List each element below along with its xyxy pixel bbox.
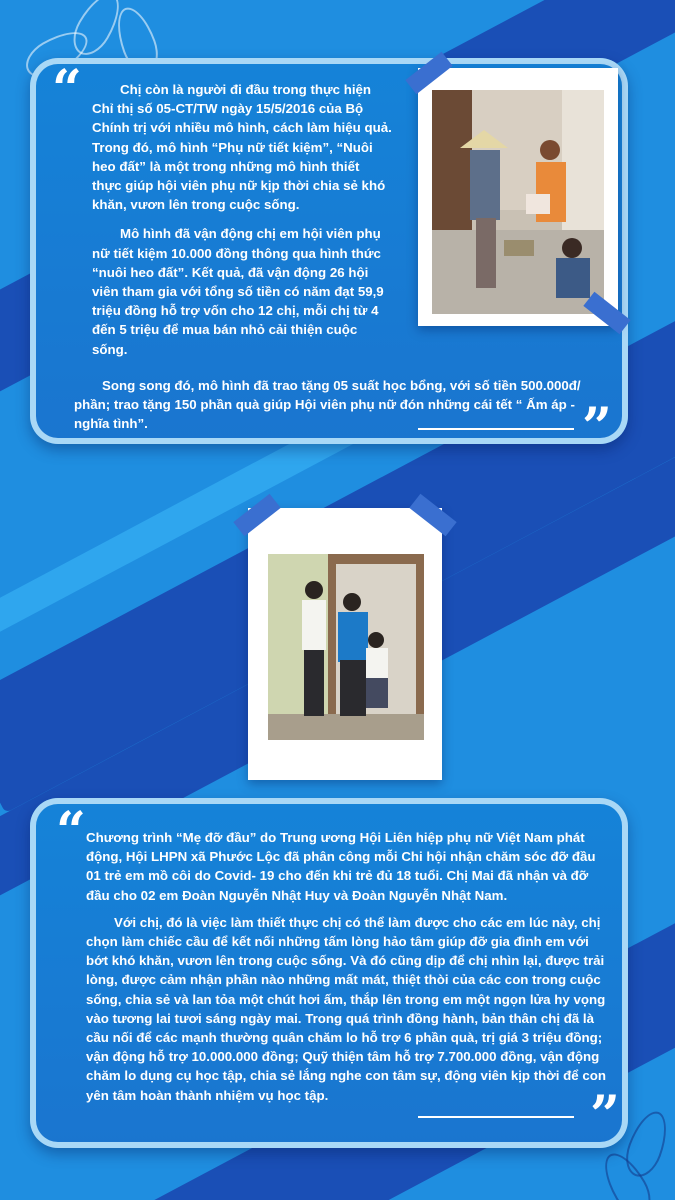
- photo-frame-middle: [248, 508, 442, 780]
- top-paragraph-3: Song song đó, mô hình đã trao tặng 05 suất học bổng, với số tiền 500.000đ/ phần; trao tặng 150 phần quà giúp Hội viên phụ nữ đón những cái tết “ Ấm áp - nghĩa tình”.: [74, 378, 581, 432]
- bottom-paragraph-2: Với chị, đó là việc làm thiết thực chị có thể làm được cho các em lúc này, chị chọn làm chiếc cầu để kết nối những tấm lòng hảo tâm giúp đỡ gia đình em với bớt khó khăn, vươn lên trong cuộc sống. Và đó cũng dịp để chị nhìn lại, được trải lòng, được cảm nhận phần nào những mất mát, thiệt thòi của các con trong cuộc sống, chia sẻ và lan tỏa một chút hơi ấm, thắp lên trong em một ngọn lửa hy vọng vào tương lai tươi sáng ngày mai. Trong quá trình đồng hành, bản thân chị đã là cầu nối để các mạnh thường quân chăm lo hỗ trợ 6 phần quà, trị giá 3 triệu đồng; vận động hỗ trợ 10.000.000 đồng; Quỹ thiện tâm hỗ trợ 7.700.000 đồng, vận động chăm lo dụng cụ học tập, chia sẻ lắng nghe con tâm sự, động viên kịp thời để con yên tâm hoàn thành nhiệm vụ học tập.: [86, 914, 606, 1103]
- bottom-text-column: [86, 828, 606, 1105]
- close-quote-icon: ”: [590, 1085, 620, 1146]
- top-paragraph-2: Mô hình đã vận động chị em hội viên phụ nữ tiết kiệm 10.000 đồng thông qua hình thức “nuôi heo đất”. Kết quả, đã vận động 26 hội viên tham gia với tổng số tiền có năm đạt 59,9 triệu đồng hỗ trợ vốn cho 12 chị, mỗi chị từ 4 đến 5 triệu để mua bán nhỏ cải thiện cuộc sống.: [92, 226, 384, 357]
- close-quote-icon: ”: [582, 397, 612, 458]
- open-quote-icon: “: [56, 801, 86, 862]
- women-union-photo: [432, 90, 604, 314]
- family-photo: [268, 554, 424, 740]
- top-text-wide: [74, 376, 610, 434]
- quote-card-bottom: [30, 798, 628, 1148]
- photo-frame-top: [418, 68, 618, 326]
- top-text-column: [92, 80, 392, 359]
- top-paragraph-1: Chị còn là người đi đầu trong thực hiện Chỉ thị số 05-CT/TW ngày 15/5/2016 của Bộ Chính trị với nhiều mô hình, cách làm hiệu quả. Trong đó, mô hình “Phụ nữ tiết kiệm”, “Nuôi heo đất” là một trong những mô hình thiết thực giúp hội viên phụ nữ kịp thời chia sẻ khó khăn, vươn lên trong cuộc sống.: [92, 82, 392, 213]
- quote-rule: [418, 428, 574, 430]
- bottom-paragraph-1: Chương trình “Mẹ đỡ đầu” do Trung ương Hội Liên hiệp phụ nữ Việt Nam phát động, Hội LHPN xã Phước Lộc đã phân công mỗi Chi hội nhận chăm sóc đỡ đầu 01 trẻ em mồ côi do Covid- 19 cho đến khi trẻ đủ 18 tuổi. Chị Mai đã nhận và đỡ đầu cho 02 em Đoàn Nguyễn Nhật Huy và Đoàn Nguyễn Nhật Nam.: [86, 830, 596, 903]
- quote-rule: [418, 1116, 574, 1118]
- open-quote-icon: “: [52, 59, 82, 120]
